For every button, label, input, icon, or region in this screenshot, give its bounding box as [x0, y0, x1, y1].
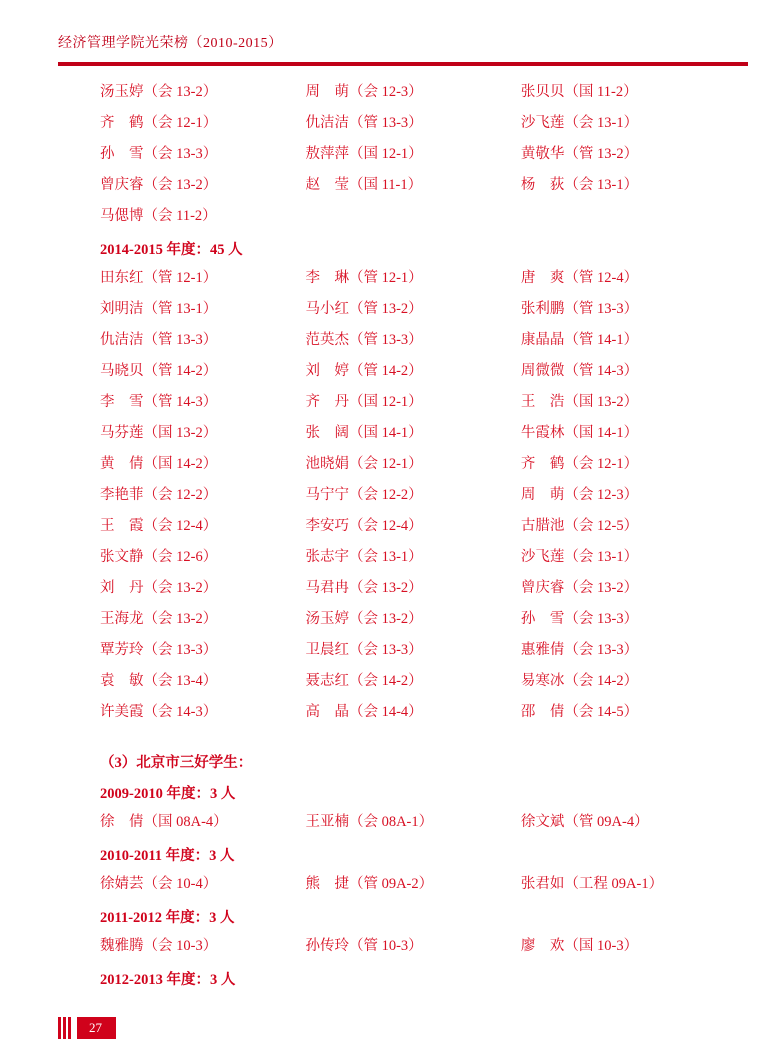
- name-cell: 张文静（会 12-6）: [100, 549, 218, 565]
- name-cell: 易寒冰（会 14-2）: [520, 673, 639, 689]
- name-cell: 齐 丹（国 12-1）: [305, 394, 423, 410]
- name-cell: 许美霞（会 14-3）: [100, 704, 218, 720]
- year-heading-2014: 2014-2015 年度：45 人: [100, 242, 243, 258]
- table-row: [58, 483, 748, 514]
- year-heading-2012: 2012-2013 年度：3 人: [100, 972, 236, 988]
- page-header: 经济管理学院光荣榜（2010-2015）: [58, 36, 283, 51]
- table-row: [58, 576, 748, 607]
- name-cell: 汤玉婷（会 13-2）: [100, 84, 218, 100]
- name-cell: 沙飞莲（会 13-1）: [520, 549, 639, 565]
- table-row: [58, 173, 748, 204]
- name-cell: 汤玉婷（会 13-2）: [305, 611, 423, 627]
- name-cell: 张 阔（国 14-1）: [305, 425, 423, 441]
- name-cell: 刘 丹（会 13-2）: [100, 580, 218, 596]
- table-row: [58, 80, 748, 111]
- name-cell: 魏雅腾（会 10-3）: [100, 938, 218, 954]
- name-cell: 王 浩（国 13-2）: [520, 394, 639, 410]
- footer-bar: [58, 1017, 61, 1039]
- table-row: [58, 359, 748, 390]
- name-cell: 刘明洁（管 13-1）: [100, 301, 218, 317]
- year-heading-2010: 2010-2011 年度：3 人: [100, 848, 235, 864]
- name-cell: 池晓娟（会 12-1）: [305, 456, 423, 472]
- name-cell: 王 霞（会 12-4）: [100, 518, 218, 534]
- name-cell: 周微微（管 14-3）: [520, 363, 639, 379]
- page-number: 27: [77, 1017, 116, 1039]
- name-cell: 敖萍萍（国 12-1）: [305, 146, 423, 162]
- name-cell: 孙传玲（管 10-3）: [305, 938, 423, 954]
- name-cell: 李安巧（会 12-4）: [305, 518, 423, 534]
- name-cell: 牛霞林（国 14-1）: [520, 425, 639, 441]
- name-cell: 黄 倩（国 14-2）: [100, 456, 218, 472]
- name-cell: 曾庆睿（会 13-2）: [520, 580, 639, 596]
- table-row: [58, 700, 748, 731]
- name-cell: 黄敬华（管 13-2）: [520, 146, 639, 162]
- name-cell: 马晓贝（管 14-2）: [100, 363, 218, 379]
- name-cell: 周 萌（会 12-3）: [520, 487, 639, 503]
- table-row: [58, 934, 748, 965]
- name-cell: 聂志红（会 14-2）: [305, 673, 423, 689]
- table-row: [58, 142, 748, 173]
- table-row: [58, 607, 748, 638]
- table-row: [58, 111, 748, 142]
- name-cell: 张君如（工程 09A-1）: [520, 876, 664, 892]
- table-row: [58, 669, 748, 700]
- name-list-top: [58, 80, 748, 235]
- name-cell: 邵 倩（会 14-5）: [520, 704, 639, 720]
- name-cell: 张利鹏（管 13-3）: [520, 301, 639, 317]
- table-row: [58, 545, 748, 576]
- name-cell: 杨 荻（会 13-1）: [520, 177, 639, 193]
- table-row: [58, 452, 748, 483]
- name-cell: 马君冉（会 13-2）: [305, 580, 423, 596]
- name-cell: 马芬莲（国 13-2）: [100, 425, 218, 441]
- name-cell: 曾庆睿（会 13-2）: [100, 177, 218, 193]
- table-row: [58, 297, 748, 328]
- name-cell: 仇洁洁（管 13-3）: [100, 332, 218, 348]
- name-cell: 沙飞莲（会 13-1）: [520, 115, 639, 131]
- table-row: [58, 810, 748, 841]
- table-row: [58, 514, 748, 545]
- name-cell: 李 雪（管 14-3）: [100, 394, 218, 410]
- name-cell: 张贝贝（国 11-2）: [520, 84, 638, 100]
- name-cell: 高 晶（会 14-4）: [305, 704, 423, 720]
- name-cell: 马宁宁（会 12-2）: [305, 487, 423, 503]
- footer-bar: [68, 1017, 71, 1039]
- name-cell: 孙 雪（会 13-3）: [520, 611, 639, 627]
- table-row: [58, 266, 748, 297]
- section-heading: （3）北京市三好学生：: [100, 755, 253, 771]
- page-footer: [58, 1017, 116, 1039]
- table-row: [58, 328, 748, 359]
- name-cell: 徐文斌（管 09A-4）: [520, 814, 649, 830]
- name-cell: 卫晨红（会 13-3）: [305, 642, 423, 658]
- section-spacer: [58, 731, 748, 748]
- name-cell: 田东红（管 12-1）: [100, 270, 218, 286]
- name-list-2014: [58, 266, 748, 731]
- name-cell: 刘 婷（管 14-2）: [305, 363, 423, 379]
- name-cell: 袁 敏（会 13-4）: [100, 673, 218, 689]
- name-cell: 王亚楠（会 08A-1）: [305, 814, 434, 830]
- name-cell: 徐婧芸（会 10-4）: [100, 876, 218, 892]
- name-cell: 李 琳（管 12-1）: [305, 270, 423, 286]
- name-cell: 齐 鹤（会 12-1）: [100, 115, 218, 131]
- name-cell: 唐 爽（管 12-4）: [520, 270, 639, 286]
- name-cell: 仇洁洁（管 13-3）: [305, 115, 423, 131]
- name-cell: 徐 倩（国 08A-4）: [100, 814, 228, 830]
- name-cell: 王海龙（会 13-2）: [100, 611, 218, 627]
- name-cell: 康晶晶（管 14-1）: [520, 332, 639, 348]
- name-cell: 马小红（管 13-2）: [305, 301, 423, 317]
- page-content: [58, 80, 748, 996]
- year-heading-2009: 2009-2010 年度：3 人: [100, 786, 236, 802]
- table-row: [58, 638, 748, 669]
- name-cell: 周 萌（会 12-3）: [305, 84, 423, 100]
- footer-bars-decoration: [58, 1017, 73, 1039]
- table-row: [58, 390, 748, 421]
- footer-bar: [63, 1017, 66, 1039]
- name-cell: 张志宇（会 13-1）: [305, 549, 423, 565]
- year-heading-2011: 2011-2012 年度：3 人: [100, 910, 235, 926]
- name-cell: 范英杰（管 13-3）: [305, 332, 423, 348]
- name-cell: 马偲博（会 11-2）: [100, 208, 217, 224]
- name-cell: 赵 莹（国 11-1）: [305, 177, 423, 193]
- name-cell: 惠雅倩（会 13-3）: [520, 642, 639, 658]
- name-cell: 古腊池（会 12-5）: [520, 518, 639, 534]
- name-cell: 齐 鹤（会 12-1）: [520, 456, 639, 472]
- header-divider: [58, 62, 748, 66]
- table-row: [58, 421, 748, 452]
- name-cell: 覃芳玲（会 13-3）: [100, 642, 218, 658]
- table-row: [58, 872, 748, 903]
- name-cell: 李艳菲（会 12-2）: [100, 487, 218, 503]
- name-cell: 廖 欢（国 10-3）: [520, 938, 639, 954]
- name-cell: 熊 捷（管 09A-2）: [305, 876, 434, 892]
- table-row: [58, 204, 748, 235]
- name-cell: 孙 雪（会 13-3）: [100, 146, 218, 162]
